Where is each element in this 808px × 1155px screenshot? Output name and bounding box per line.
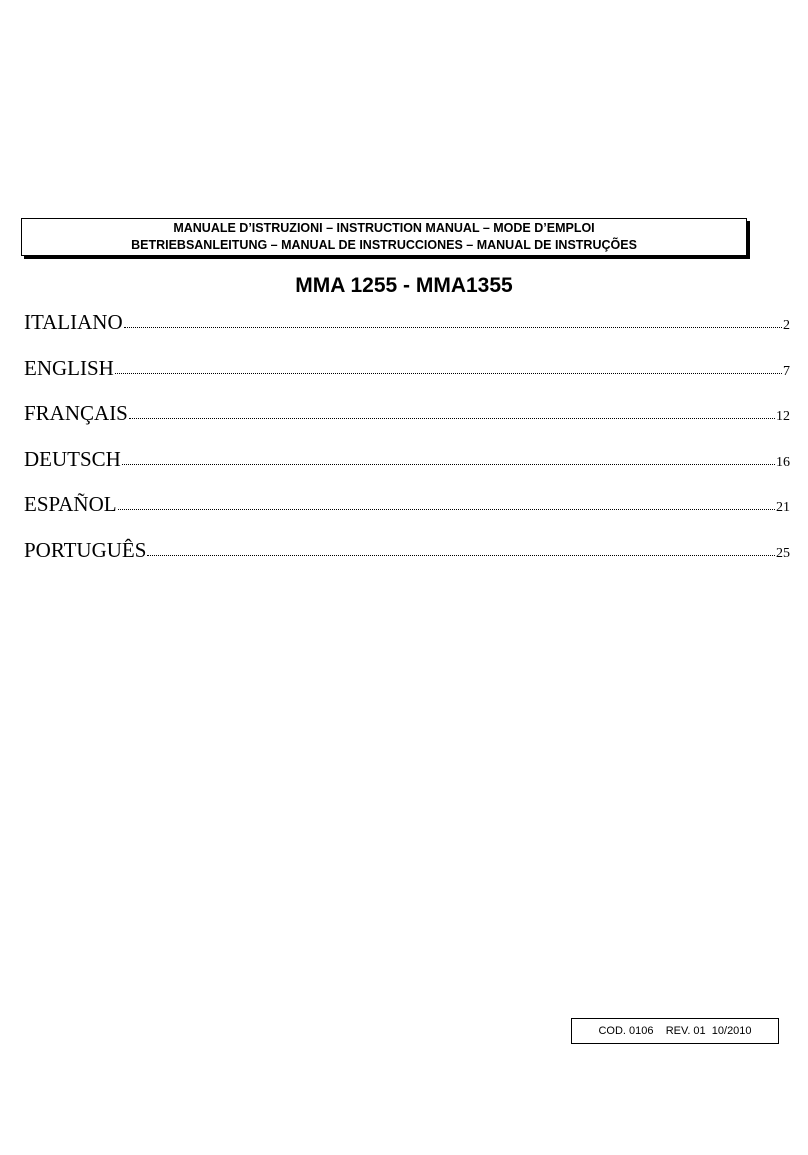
toc-label: DEUTSCH (24, 446, 121, 471)
toc-page-number: 7 (783, 363, 790, 379)
toc-entry-francais[interactable] (24, 401, 790, 447)
table-of-contents (24, 310, 790, 583)
toc-dot-leader (118, 509, 775, 510)
toc-entry-italiano[interactable] (24, 310, 790, 356)
toc-label: PORTUGUÊS (24, 537, 147, 562)
toc-dot-leader (115, 373, 782, 374)
toc-entry-portugues[interactable] (24, 538, 790, 584)
toc-dot-leader (124, 327, 782, 328)
toc-dot-leader (122, 464, 775, 465)
toc-label: ITALIANO (24, 310, 123, 334)
toc-page-number: 2 (783, 318, 790, 333)
toc-page-number: 16 (776, 454, 790, 470)
document-code-box: COD. 0106 REV. 01 10/2010 (571, 1018, 779, 1044)
model-title: MMA 1255 - MMA1355 (295, 274, 513, 297)
toc-page-number: 12 (776, 409, 790, 424)
header-line-1: MANUALE D’ISTRUZIONI – INSTRUCTION MANUAL – MODE D’EMPLOI (173, 221, 595, 235)
toc-dot-leader (129, 418, 775, 419)
toc-dot-leader (147, 555, 775, 556)
toc-label: ESPAÑOL (24, 492, 117, 516)
header-line-2: BETRIEBSANLEITUNG – MANUAL DE INSTRUCCIONES – MANUAL DE INSTRUÇÕES (131, 238, 637, 252)
toc-entry-deutsch[interactable] (24, 447, 790, 493)
manual-header-box (21, 218, 747, 256)
toc-label: ENGLISH (24, 355, 114, 380)
toc-label: FRANÇAIS (24, 401, 128, 425)
toc-entry-english[interactable] (24, 356, 790, 402)
toc-page-number: 25 (776, 545, 790, 561)
toc-entry-espanol[interactable] (24, 492, 790, 538)
toc-page-number: 21 (776, 500, 790, 515)
